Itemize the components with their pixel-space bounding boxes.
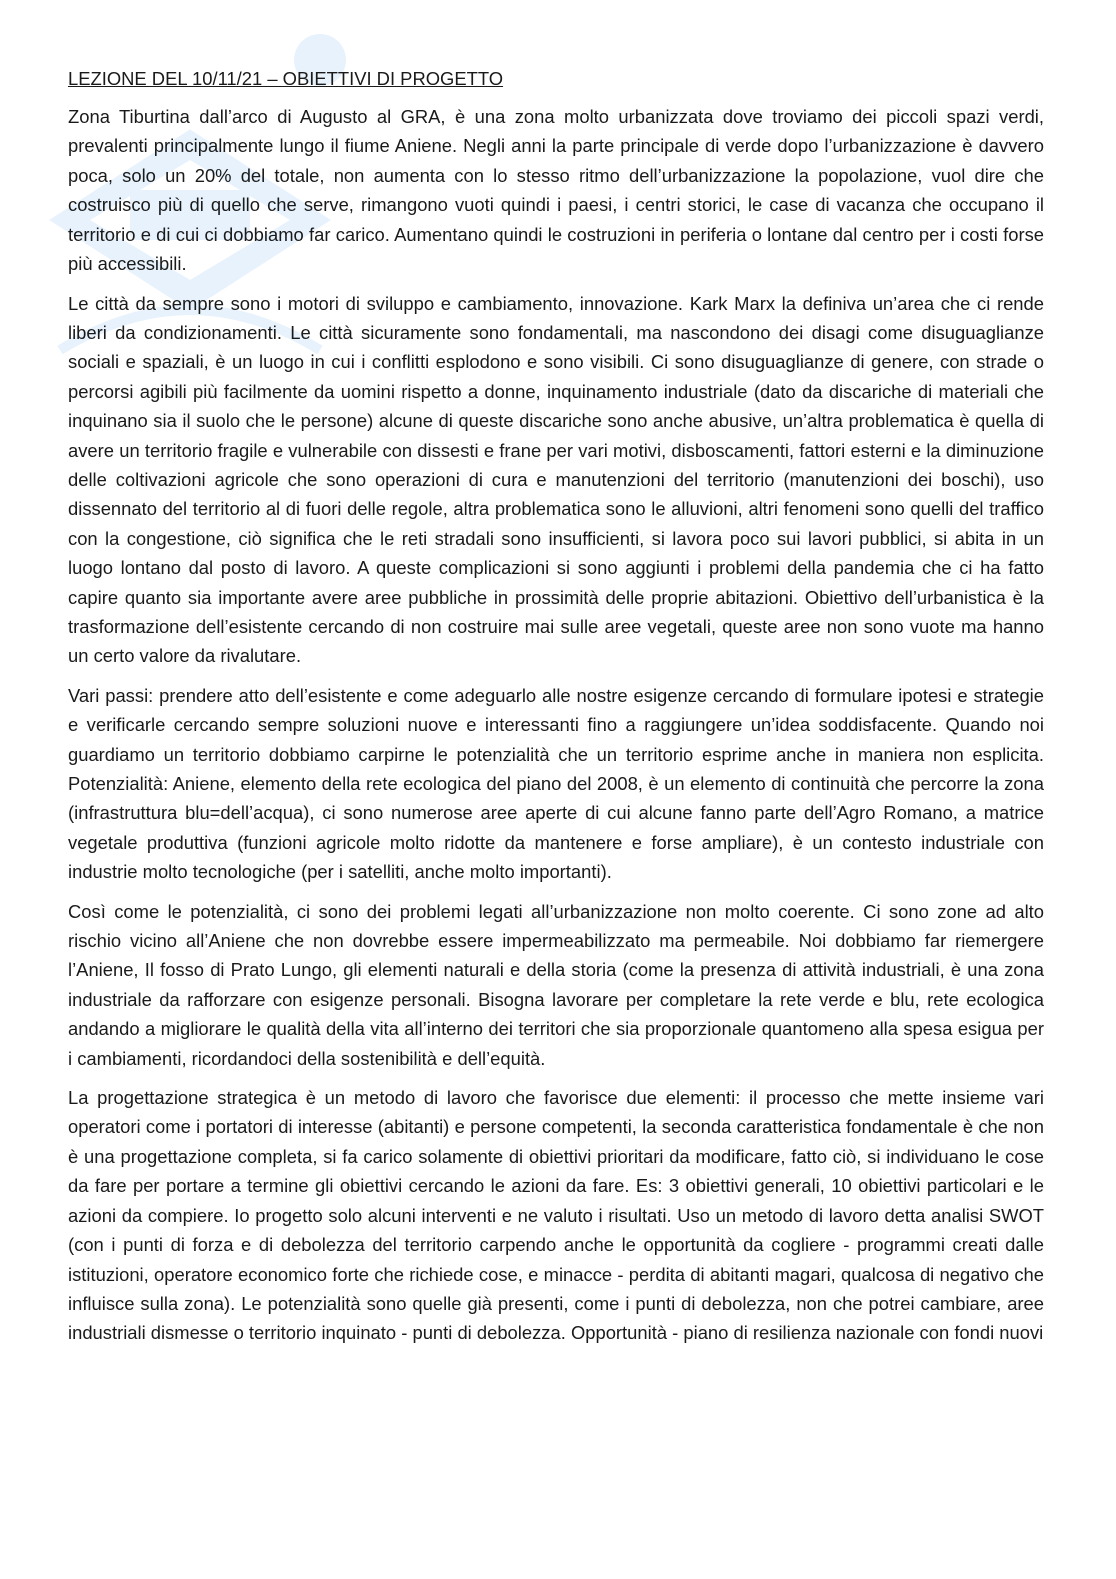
paragraph-1: Zona Tiburtina dall’arco di Augusto al GRA, è una zona molto urbanizzata dove troviamo dei piccoli spazi verdi, prevalenti principalmente lungo il fiume Aniene. Negli anni la parte principale di verde dopo l’urbanizzazione è davvero poca, solo un 20% del totale, non aumenta con lo stesso ritmo dell’urbanizzazione la popolazione, vuol dire che costruisco più di quello che serve, rimangono vuoti quindi i paesi, i centri storici, le case di vacanza che occupano il territorio e di cui ci dobbiamo far carico. Aumentano quindi le costruzioni in periferia o lontane dal centro per i costi forse più accessibili. xyxy=(68,106,1044,275)
document-page xyxy=(68,64,1044,1358)
paragraph-4: Così come le potenzialità, ci sono dei problemi legati all’urbanizzazione non molto coerente. Ci sono zone ad alto rischio vicino all’Aniene che non dovrebbe essere impermeabilizzato ma permeabile. Noi dobbiamo far riemergere l’Aniene, Il fosso di Prato Lungo, gli elementi naturali e della storia (come la presenza di attività industriali, è una zona industriale da rafforzare con esigenze personali. Bisogna lavorare per completare la rete verde e blu, rete ecologica andando a migliorare le qualità della vita all’interno dei territori che sia proporzionale quantomeno alla spesa esigua per i cambiamenti, ricordandoci della sostenibilità e dell’equità. xyxy=(68,900,1044,1069)
lesson-title: LEZIONE DEL 10/11/21 – OBIETTIVI DI PROGETTO xyxy=(68,68,504,89)
paragraph-2: Le città da sempre sono i motori di sviluppo e cambiamento, innovazione. Kark Marx la definiva un’area che ci rende liberi da condizionamenti. Le città sicuramente sono fondamentali, ma nascondono dei disagi come disuguaglianze sociali e spaziali, è un luogo in cui i conflitti esplodono e sono visibili. Ci sono disuguaglianze di genere, con strade o percorsi agibili più facilmente da uomini rispetto a donne, inquinamento industriale (dato da discariche di materiali che inquinano sia il suolo che le persone) alcune di queste discariche sono anche abusive, un’altra problematica è quella di avere un territorio fragile e vulnerabile con dissesti e frane per vari motivi, disboscamenti, fattori esterni e la diminuzione delle coltivazioni agricole che sono operazioni di cura e manutenzioni del territorio (manutenzioni dei boschi), uso dissennato del territorio al di fuori delle regole, altra problematica sono le alluvioni, altri fenomeni sono quelli del traffico con la congestione, ciò significa che le reti stradali sono insufficienti, si lavora poco sui lavori pubblici, si abita in un luogo lontano dal posto di lavoro. A queste complicazioni si sono aggiunti i problemi della pandemia che ci ha fatto capire quanto sia importante avere aree pubbliche in prossimità delle proprie abitazioni. Obiettivo dell’urbanistica è la trasformazione dell’esistente cercando di non costruire mai sulle aree vegetali, queste aree non sono vuote ma hanno un certo valore da rivalutare. xyxy=(68,292,1044,667)
paragraph-3: Vari passi: prendere atto dell’esistente e come adeguarlo alle nostre esigenze cercando di formulare ipotesi e strategie e verificarle cercando sempre soluzioni nuove e interessanti fino a raggiungere un’idea soddisfacente. Quando noi guardiamo un territorio dobbiamo carpirne le potenzialità che un territorio esprime anche in maniera non esplicita. Potenzialità: Aniene, elemento della rete ecologica del piano del 2008, è un elemento di continuità che percorre la zona (infrastruttura blu=dell’acqua), ci sono numerose aree aperte di cui alcune fanno parte dell’Agro Romano, a matrice vegetale produttiva (funzioni agricole molto ridotte da mantenere e forse ampliare), è un contesto industriale con industrie molto tecnologiche (per i satelliti, anche molto importanti). xyxy=(68,684,1044,883)
paragraph-5: La progettazione strategica è un metodo di lavoro che favorisce due elementi: il processo che mette insieme vari operatori come i portatori di interesse (abitanti) e persone competenti, la seconda caratteristica fondamentale è che non è una progettazione completa, si fa carico solamente di obiettivi prioritari da modificare, fatto ciò, si individuano le cose da fare per portare a termine gli obiettivi cercando le azioni da fare. Es: 3 obiettivi generali, 10 obiettivi particolari e le azioni da compiere. Io progetto solo alcuni interventi e ne valuto i risultati. Uso un metodo di lavoro detta analisi SWOT (con i punti di forza e di debolezza del territorio carpendo anche le opportunità da cogliere - programmi creati dalle istituzioni, operatore economico forte che richiede cose, e minacce - perdita di abitanti magari, qualcosa di negativo che influisce sulla zona). Le potenzialità sono quelle già presenti, come i punti di debolezza, non che potrei cambiare, aree industriali dismesse o territorio inquinato - punti di debolezza. Opportunità - piano di resilienza nazionale con fondi nuovi xyxy=(68,1087,1044,1344)
